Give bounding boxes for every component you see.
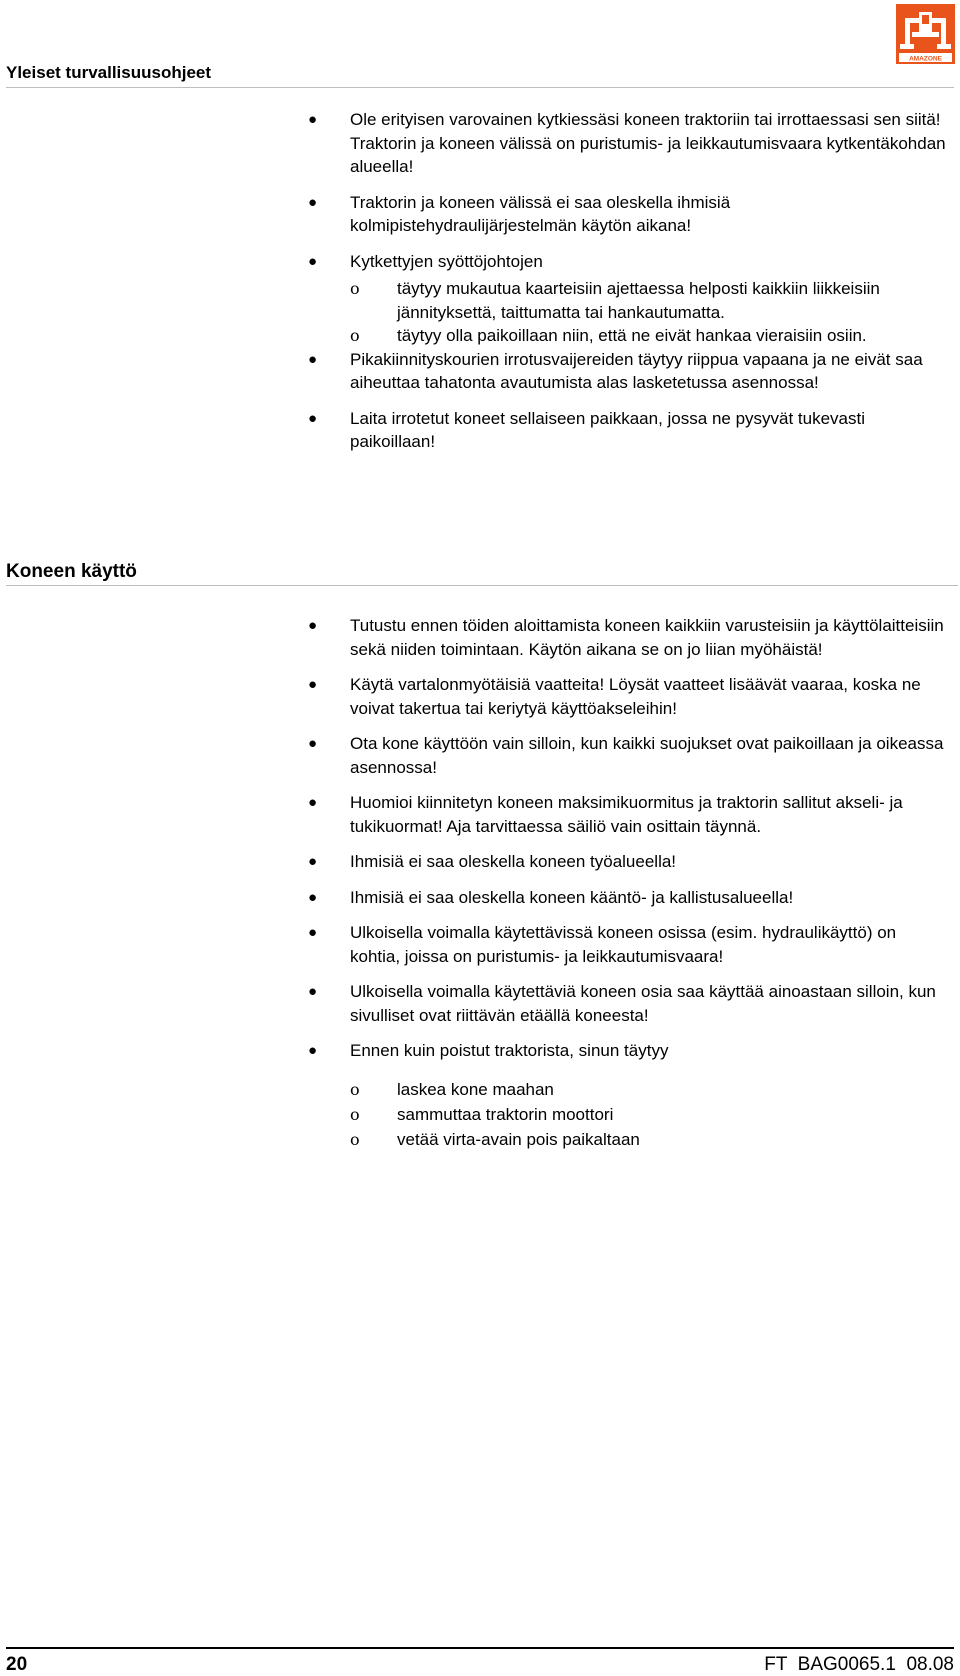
circle-bullet-icon: o [350,1129,360,1149]
list-item-text: Tutustu ennen töiden aloittamista koneen kaikkiin varusteisiin ja käyttölaitteisiin sekä niiden toimintaan. Käytön aikana se on jo liian myöhäistä! [350,616,944,659]
list-item-text: Ole erityisen varovainen kytkiessäsi koneen traktoriin tai irrottaessasi sen siitä! Traktorin ja koneen välissä on puristumis- ja leikkautumisvaara kytkentäkohdan alueella! [350,110,946,176]
bullet-icon: ● [308,676,318,693]
sub-list-item [350,1102,950,1127]
list-item-text: Ihmisiä ei saa oleskella koneen kääntö- ja kallistusalueella! [350,887,794,907]
sub-list-item [350,1127,950,1152]
list-item-text: Ihmisiä ei saa oleskella koneen työalueella! [350,852,677,871]
sub-list-item [350,277,950,324]
sub-list-item-text: vetää virta-avain pois paikaltaan [397,1129,640,1149]
circle-bullet-icon: o [350,1079,360,1099]
circle-bullet-icon: o [350,1104,360,1124]
list-item-text: Laita irrotetut koneet sellaiseen paikkaan, jossa ne pysyvät tukevasti paikoillaan! [350,408,866,451]
list-item [308,850,950,874]
svg-text:AMAZONE: AMAZONE [909,55,942,63]
amazone-logo-icon [896,4,955,64]
list-item [308,980,950,1027]
bullet-icon: ● [308,924,318,941]
list-item-text: Kytkettyjen syöttöjohtojen [350,251,543,271]
sub-list-item-text: laskea kone maahan [397,1079,554,1099]
safety-list-general [308,108,950,454]
list-item [308,407,950,454]
list-item [308,614,950,661]
list-item [308,673,950,720]
list-item [308,250,950,348]
bullet-icon: ● [308,735,318,752]
list-item-text: Käytä vartalonmyötäisiä vaatteita! Löysät vaatteet lisäävät vaaraa, koska ne voivat takertua tai keriytyä käyttöakseleihin! [350,675,921,718]
bullet-icon: ● [308,983,318,1000]
bullet-icon: ● [308,853,318,870]
bullet-icon: ● [308,617,318,634]
sub-list [350,277,950,348]
bullet-icon: ● [308,1042,318,1059]
list-item [308,348,950,395]
bullet-icon: ● [308,252,318,270]
list-item-text: Pikakiinnityskourien irrotusvaijereiden täytyy riippua vapaana ja ne eivät saa aiheuttaa tahatonta avautumista alas lasketetussa asennossa! [350,349,923,392]
list-item-text: Ota kone käyttöön vain silloin, kun kaikki suojukset ovat paikoillaan ja oikeassa asennossa! [350,734,944,777]
circle-bullet-icon: o [350,279,360,298]
list-item [308,732,950,779]
footer-divider [6,1647,954,1649]
bullet-icon: ● [308,193,318,211]
list-item [308,791,950,838]
page-number: 20 [6,1654,28,1675]
list-item [308,1039,950,1152]
safety-list-operation [308,614,950,1152]
bullet-icon: ● [308,111,318,128]
sub-list-item [350,1077,950,1102]
list-item-text: Ulkoisella voimalla käytettäviä koneen osia saa käyttää ainoastaan silloin, kun sivulliset ovat riittävän etäällä koneesta! [350,982,936,1025]
sub-list-item [350,324,950,348]
bullet-icon: ● [308,350,318,368]
list-item-text: Huomioi kiinnitetyn koneen maksimikuormitus ja traktorin sallitut akseli- ja tukikuormat! Aja tarvittaessa säiliö vain osittain täynnä. [350,793,903,836]
list-item [308,108,950,179]
sub-list-item-text: täytyy olla paikoillaan niin, että ne eivät hankaa vieraisiin osiin. [397,326,867,345]
document-id: FT BAG0065.1 08.08 [764,1654,954,1675]
list-item [308,191,950,238]
sub-list [350,1077,950,1152]
bullet-icon: ● [308,888,318,906]
list-item [308,886,950,910]
page-header-title: Yleiset turvallisuusohjeet [6,63,212,82]
section-divider [6,585,958,586]
list-item-text: Ulkoisella voimalla käytettävissä koneen osissa (esim. hydraulikäyttö) on kohtia, joissa on puristumis- ja leikkautumisvaara! [350,923,897,966]
bullet-icon: ● [308,409,318,427]
list-item [308,921,950,968]
circle-bullet-icon: o [350,326,360,345]
list-item-text: Traktorin ja koneen välissä ei saa oleskella ihmisiä kolmipistehydraulijärjestelmän käytön aikana! [350,192,731,235]
header-divider [6,87,954,88]
section-title: Koneen käyttö [6,561,137,582]
sub-list-item-text: sammuttaa traktorin moottori [397,1104,614,1124]
list-item-text: Ennen kuin poistut traktorista, sinun täytyy [350,1041,669,1060]
sub-list-item-text: täytyy mukautua kaarteisiin ajettaessa helposti kaikkiin liikkeisiin jännityksettä, taittumatta tai hankautumatta. [397,279,880,322]
amazone-logo [896,4,955,64]
bullet-icon: ● [308,794,318,811]
